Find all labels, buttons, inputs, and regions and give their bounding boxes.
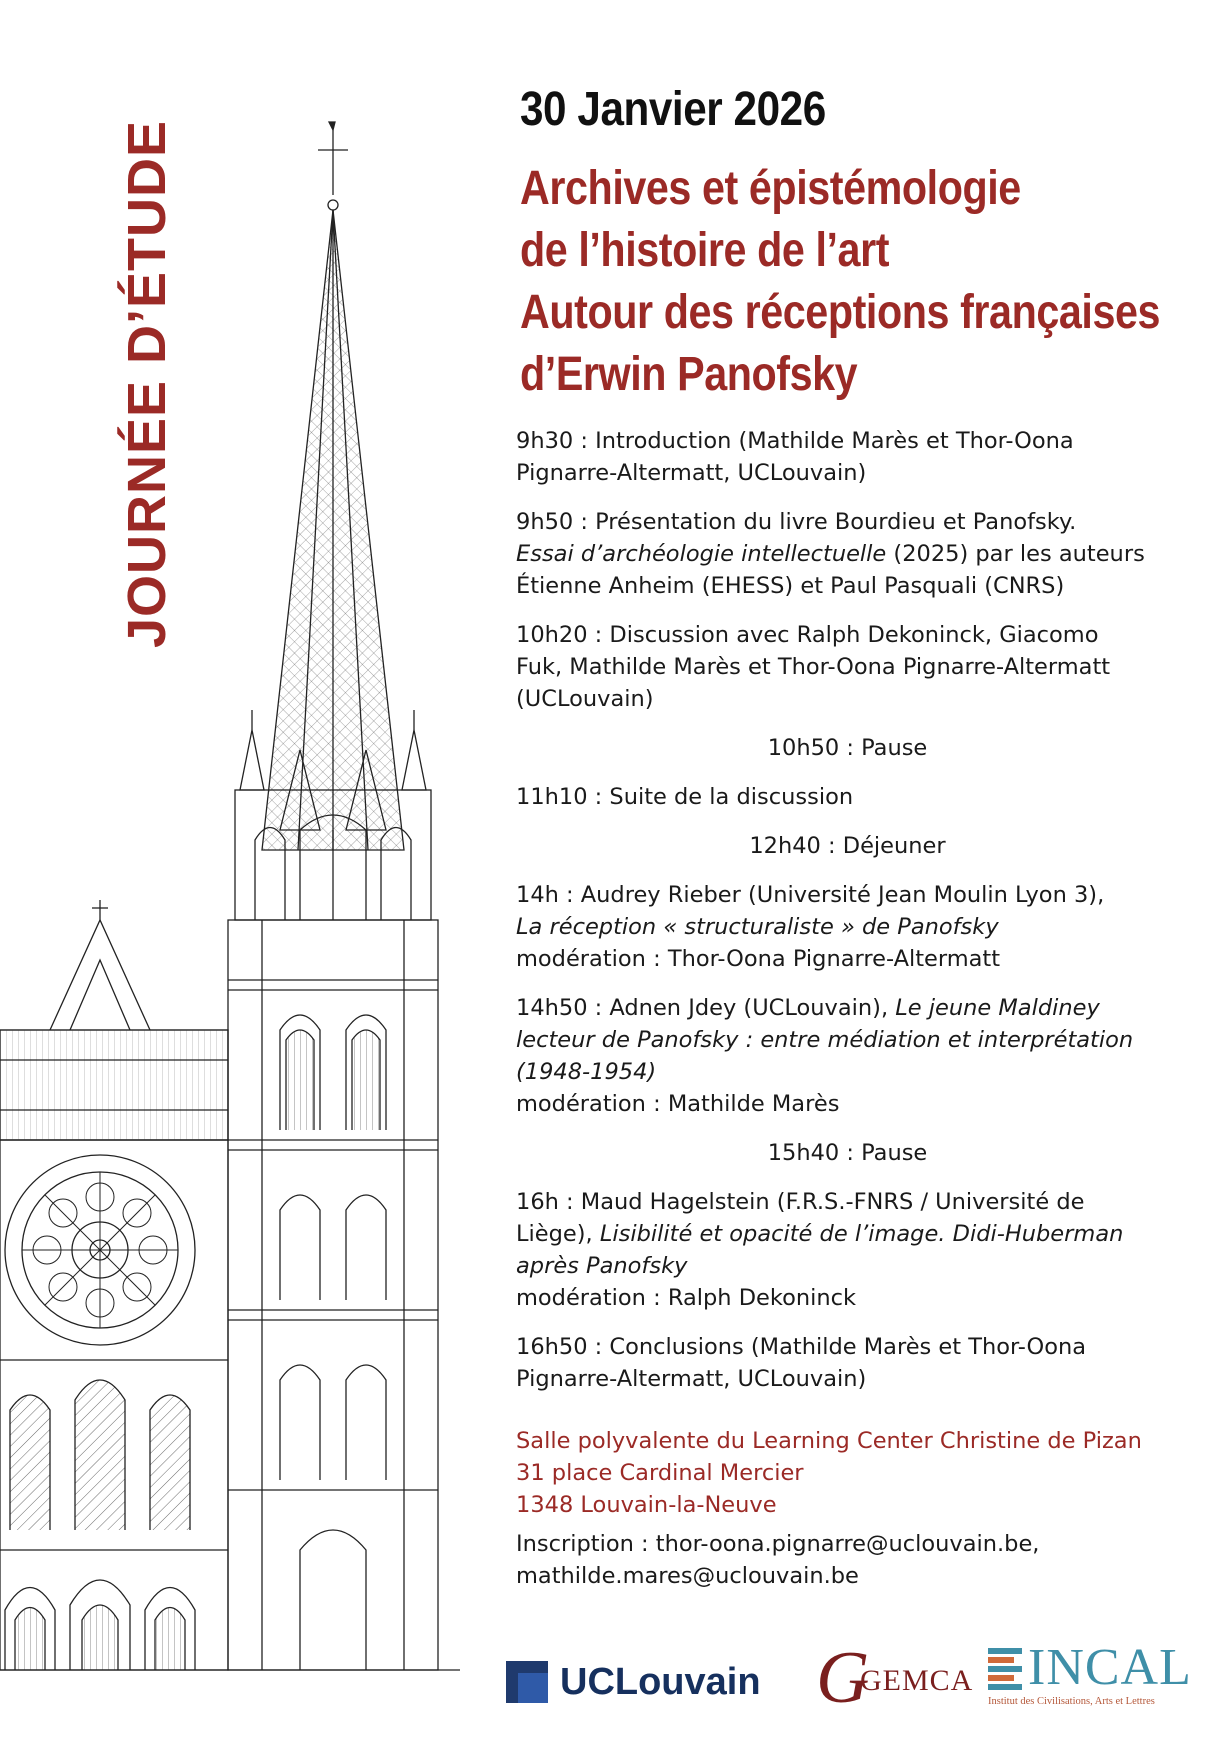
book-title: Essai d’archéologie intellectuelle bbox=[516, 541, 887, 567]
programme-line: 10h20 : Discussion avec Ralph Dekoninck, Giacomo bbox=[516, 622, 1099, 648]
programme-line: 9h30 : Introduction (Mathilde Marès et Thor-Oona bbox=[516, 428, 1074, 454]
programme-break: 12h40 : Déjeuner bbox=[749, 833, 946, 859]
programme-item bbox=[516, 1186, 1179, 1314]
programme-line bbox=[516, 1218, 1179, 1250]
programme-item bbox=[516, 992, 1179, 1120]
cathedral-illustration bbox=[0, 110, 470, 1680]
incal-logo bbox=[988, 1639, 1192, 1710]
venue-line: Salle polyvalente du Learning Center Christine de Pizan bbox=[516, 1428, 1142, 1454]
uclouvain-mark-icon bbox=[506, 1661, 548, 1703]
vertical-title-text: JOURNÉE D’ÉTUDE bbox=[117, 119, 177, 649]
talk-title: après Panofsky bbox=[516, 1253, 688, 1279]
venue-line: 1348 Louvain-la-Neuve bbox=[516, 1492, 777, 1518]
vertical-title bbox=[112, 95, 182, 673]
talk-title: Lisibilité et opacité de l’image. Didi-Huberman bbox=[599, 1221, 1124, 1247]
venue-line: 31 place Cardinal Mercier bbox=[516, 1460, 804, 1486]
programme-item bbox=[516, 425, 1179, 489]
incal-mark-icon bbox=[988, 1648, 1022, 1692]
programme-break: 15h40 : Pause bbox=[767, 1140, 928, 1166]
programme-item: 11h10 : Suite de la discussion bbox=[516, 784, 854, 810]
registration-email: mathilde.mares@uclouvain.be bbox=[516, 1563, 859, 1589]
programme-text: Liège), bbox=[516, 1221, 600, 1247]
title-line: Archives et épistémologie bbox=[520, 162, 1021, 215]
programme-line: 16h : Maud Hagelstein (F.R.S.-FNRS / Université de bbox=[516, 1189, 1085, 1215]
moderation-line: modération : Thor-Oona Pignarre-Altermatt bbox=[516, 946, 1001, 972]
incal-subtitle: Institut des Civilisations, Arts et Lettres bbox=[988, 1696, 1155, 1707]
programme-line: 14h : Audrey Rieber (Université Jean Moulin Lyon 3), bbox=[516, 882, 1105, 908]
moderation-line: modération : Ralph Dekoninck bbox=[516, 1285, 857, 1311]
gemca-wordmark: GEMCA bbox=[860, 1664, 974, 1697]
programme-line bbox=[516, 992, 1179, 1024]
talk-title: lecteur de Panofsky : entre médiation et interprétation bbox=[516, 1027, 1134, 1053]
gemca-logo bbox=[816, 1637, 974, 1719]
talk-title: La réception « structuraliste » de Panofsky bbox=[516, 914, 999, 940]
programme-break: 10h50 : Pause bbox=[767, 735, 928, 761]
programme-item bbox=[516, 1331, 1179, 1395]
incal-wordmark: INCAL bbox=[1028, 1639, 1192, 1696]
uclouvain-logo bbox=[506, 1658, 761, 1706]
moderation-line: modération : Mathilde Marès bbox=[516, 1091, 840, 1117]
programme-line: (UCLouvain) bbox=[516, 686, 654, 712]
venue-block bbox=[516, 1425, 1196, 1521]
programme-item bbox=[516, 506, 1179, 602]
programme-item bbox=[516, 619, 1179, 715]
programme-line: 9h50 : Présentation du livre Bourdieu et Panofsky. bbox=[516, 509, 1077, 535]
programme-line: Étienne Anheim (EHESS) et Paul Pasquali (CNRS) bbox=[516, 573, 1065, 599]
programme-item bbox=[516, 879, 1179, 975]
programme-list bbox=[516, 425, 1179, 1412]
title-line: de l’histoire de l’art bbox=[520, 224, 890, 277]
programme-line bbox=[516, 538, 1179, 570]
registration-block bbox=[516, 1528, 1196, 1592]
title-line: Autour des réceptions françaises bbox=[520, 286, 1161, 339]
talk-title: (1948-1954) bbox=[516, 1059, 657, 1085]
registration-line: Inscription : thor-oona.pignarre@uclouvain.be, bbox=[516, 1531, 1040, 1557]
programme-text: (2025) par les auteurs bbox=[886, 541, 1145, 567]
programme-line: Fuk, Mathilde Marès et Thor-Oona Pignarre-Altermatt bbox=[516, 654, 1111, 680]
title-line: d’Erwin Panofsky bbox=[520, 348, 858, 401]
programme-line: Pignarre-Altermatt, UCLouvain) bbox=[516, 460, 867, 486]
programme-line: 16h50 : Conclusions (Mathilde Marès et Thor-Oona bbox=[516, 1334, 1087, 1360]
uclouvain-wordmark: UCLouvain bbox=[560, 1660, 761, 1703]
talk-title: Le jeune Maldiney bbox=[895, 995, 1100, 1021]
gemca-letter: G bbox=[816, 1637, 870, 1719]
programme-line: Pignarre-Altermatt, UCLouvain) bbox=[516, 1366, 867, 1392]
programme-text: 14h50 : Adnen Jdey (UCLouvain), bbox=[516, 995, 896, 1021]
event-date: 30 Janvier 2026 bbox=[520, 83, 826, 136]
event-title bbox=[520, 158, 1230, 406]
